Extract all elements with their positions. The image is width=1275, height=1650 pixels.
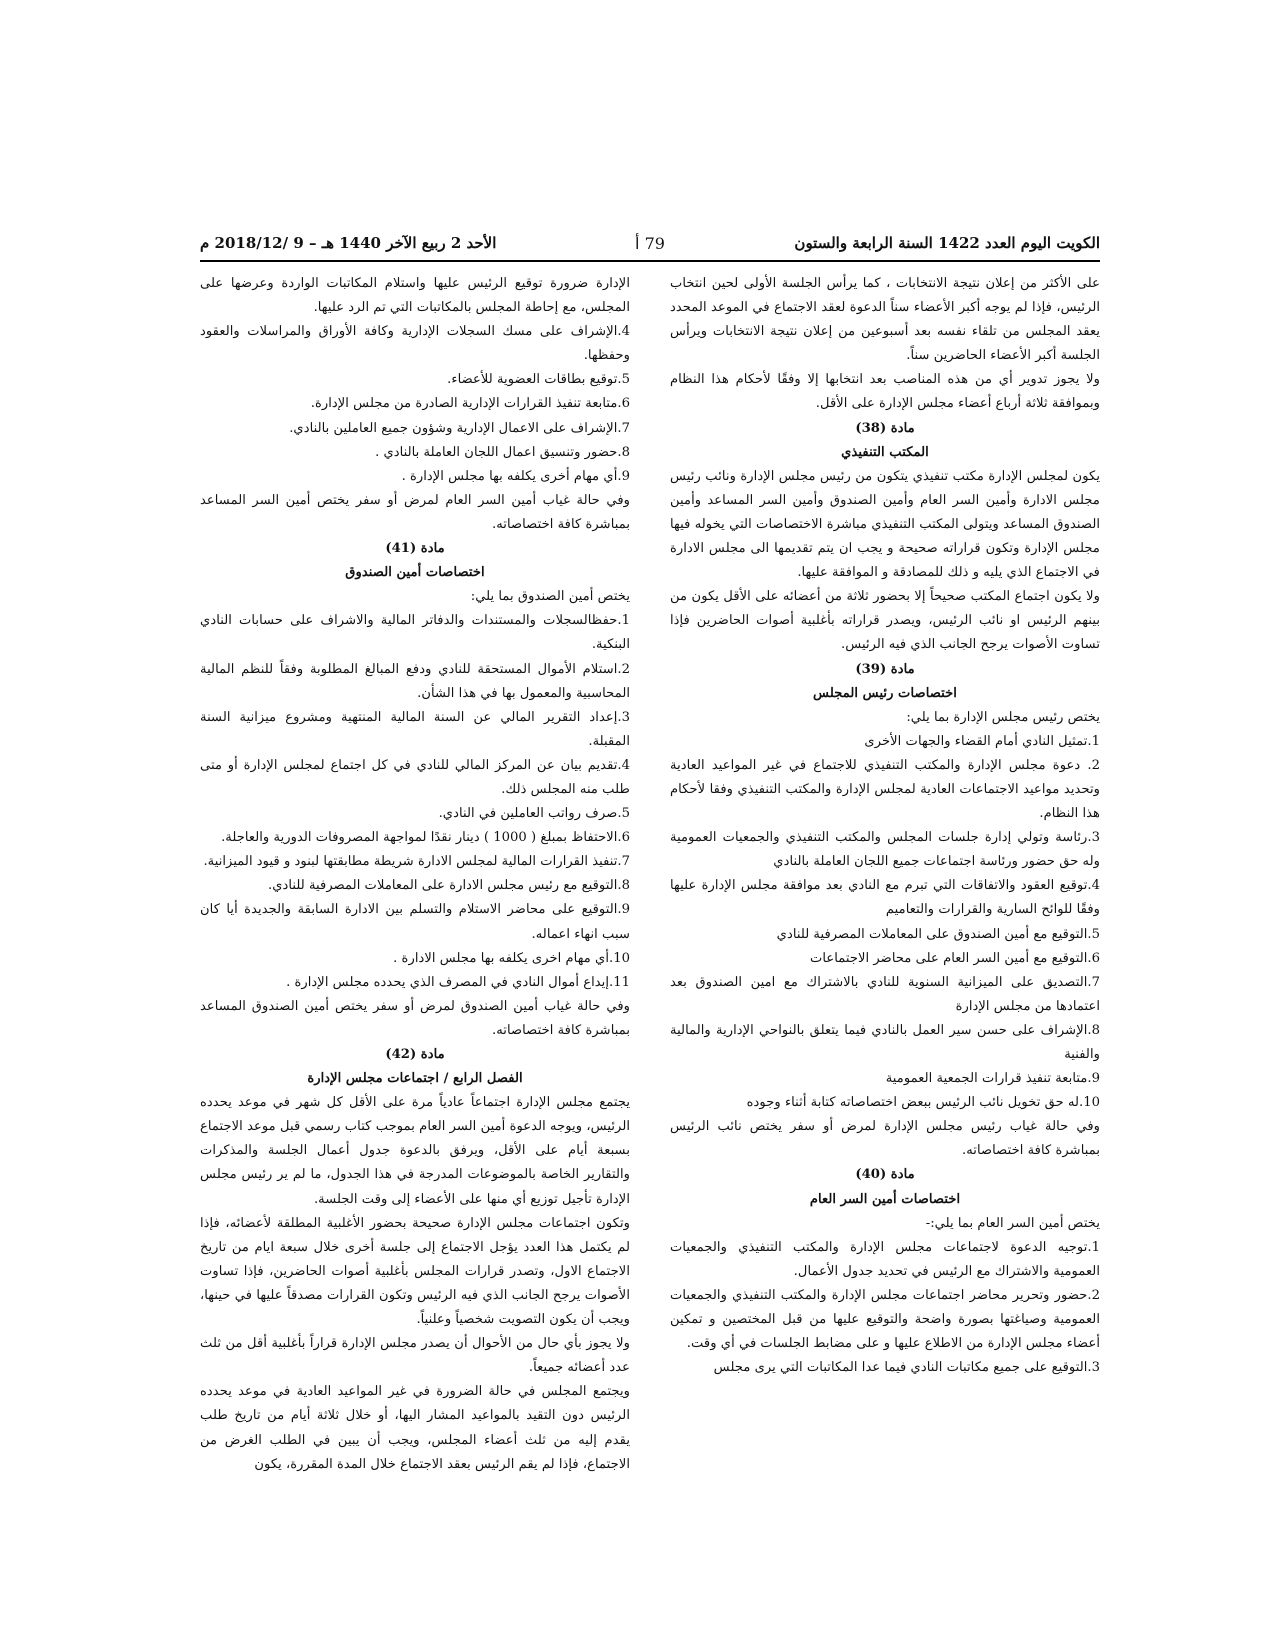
section-heading: المكتب التنفيذي [841, 444, 929, 460]
list-item: 2.استلام الأموال المستحقة للنادي ودفع المبالغ المطلوبة وفقاً للنظم المالية المحاسبية والمعمول بها في هذا الشأن. [200, 661, 630, 701]
paragraph: وتكون اجتماعات مجلس الإدارة صحيحة بحضور الأغلبية المطلقة لأعضائه، فإذا لم يكتمل هذا العدد يؤجل الاجتماع إلى جلسة أخرى خلال سبعة ايام من تاريخ الاجتماع الاول، وتصدر قرارات المجلس بأغلبية أصوات الحاضرين، فإذا تساوت الأصوات يرجح الجانب الذي فيه الرئيس وتكون القرارات مصدقاً عليها في حينها، ويجب أن يكون التصويت شخصياً وعلنياً. [200, 1215, 630, 1328]
paragraph: ويجتمع المجلس في حالة الضرورة في غير المواعيد العادية في موعد يحدده الرئيس دون التقيد بالمواعيد المشار اليها، أو خلال ثلاثة أيام من تاريخ طلب يقدم إليه من ثلث أعضاء المجلس، ويجب أن يبين في الطلب الغرض من الاجتماع، فإذا لم يقم الرئيس بعقد الاجتماع خلال المدة المقررة، يكون [200, 1384, 630, 1472]
paragraph: ولا يكون اجتماع المكتب صحيحاً إلا بحضور ثلاثة من أعضائه على الأقل يكون من بينهم الرئيس او نائب الرئيس، ويصدر قراراته بأغلبية أصوات الحاضرين فإذا تساوت الأصوات يرجح الجانب الذي فيه الرئيس. [670, 589, 1100, 653]
list-item: 10.أي مهام اخرى يكلفه بها مجلس الادارة . [393, 950, 630, 966]
paragraph: يختص أمين الصندوق بما يلي: [470, 589, 630, 605]
list-item: 1.حفظالسجلات والمستندات والدفاتر المالية والاشراف على حسابات النادي البنكية. [200, 613, 630, 653]
list-item: 8.الإشراف على حسن سير العمل بالنادي فيما يتعلق بالنواحي الإدارية والمالية والفنية [670, 1022, 1100, 1062]
right-column [670, 272, 1100, 1427]
section-heading: اختصاصات أمين السر العام [809, 1191, 961, 1207]
section-heading: مادة (40) [855, 1167, 915, 1183]
list-item: 7.التصديق على الميزانية السنوية للنادي بالاشتراك مع امين الصندوق بعد اعتمادها من مجلس الإدارة [670, 974, 1100, 1014]
header-page-number: 79 أ [635, 233, 665, 253]
paragraph: الإدارة ضرورة توقيع الرئيس عليها واستلام المكاتبات الواردة وعرضها على المجلس، مع إحاطة المجلس بالمكاتبات التي تم الرد عليها. [200, 276, 630, 316]
section-heading: اختصاصات رئيس المجلس [813, 685, 957, 701]
list-item: 3.رئاسة وتولي إدارة جلسات المجلس والمكتب التنفيذي والجمعيات العمومية وله حق حضور ورئاسة اجتماعات جميع اللجان العاملة بالنادي [670, 830, 1100, 870]
section-heading: مادة (38) [855, 420, 915, 436]
list-item: 5.التوقيع مع أمين الصندوق على المعاملات المصرفية للنادي [776, 926, 1100, 942]
paragraph: يجتمع مجلس الإدارة اجتماعاً عادياً مرة على الأقل كل شهر في موعد يحدده الرئيس، ويوجه الدعوة أمين السر العام بموجب كتاب رسمي قبل موعد الاجتماع بسبعة أيام على الأقل، ويرفق بالدعوة جدول أعمال الجلسة والمذكرات والتقارير الخاصة بالموضوعات المدرجة في هذا الجدول، ما لم ير رئيس مجلس الإدارة تأجيل توزيع أي منها على الأعضاء إلى وقت الجلسة. [200, 1095, 630, 1207]
paragraph: يختص رئيس مجلس الإدارة بما يلي: [906, 709, 1100, 725]
section-heading: الفصل الرابع / اجتماعات مجلس الإدارة [307, 1071, 523, 1087]
list-item: 6.التوقيع مع أمين السر العام على محاضر الاجتماعات [809, 950, 1100, 966]
left-column [200, 272, 630, 1472]
header-divider [200, 260, 1100, 262]
list-item: 8.حضور وتنسيق اعمال اللجان العاملة بالنادي . [375, 444, 630, 460]
list-item: 11.إيداع أموال النادي في المصرف الذي يحدده مجلس الإدارة . [286, 974, 630, 990]
paragraph: وفي حالة غياب أمين الصندوق لمرض أو سفر يختص أمين الصندوق المساعد بمباشرة كافة اختصاصاته. [200, 998, 630, 1038]
list-item: 9.التوقيع على محاضر الاستلام والتسلم بين الادارة السابقة والجديدة أيا كان سبب انهاء اعماله. [200, 902, 630, 942]
gazette-page [200, 228, 1100, 1472]
list-item: 8.التوقيع مع رئيس مجلس الادارة على المعاملات المصرفية للنادي. [268, 878, 630, 894]
list-item: 2.حضور وتحرير محاضر اجتماعات مجلس الإدارة والمكتب التنفيذي والجمعيات العمومية وصياغتها بصورة واضحة والتوقيع عليها من قبل المختصين و تمكين أعضاء مجلس الإدارة من الاطلاع عليها و على مضابط الجلسات في أي وقت. [670, 1287, 1100, 1352]
list-item: 7.تنفيذ القرارات المالية لمجلس الادارة شريطة مطابقتها لبنود و قيود الميزانية. [203, 854, 630, 870]
list-item: 3.التوقيع على جميع مكاتبات النادي فيما عدا المكاتبات التي يرى مجلس [713, 1360, 1100, 1376]
paragraph: على الأكثر من إعلان نتيجة الانتخابات ، كما يرأس الجلسة الأولى لحين انتخاب الرئيس، فإذا لم يوجه أكبر الأعضاء سناً الدعوة لعقد الاجتماع في الموعد المحدد يعقد المجلس من تلقاء نفسه بعد أسبوعين من إعلان نتيجة الانتخابات ويرأس الجلسة أكبر الأعضاء الحاضرين سناً. [670, 276, 1100, 364]
list-item: 5.توقيع بطاقات العضوية للأعضاء. [447, 372, 630, 388]
list-item: 6.متابعة تنفيذ القرارات الإدارية الصادرة من مجلس الإدارة. [310, 396, 630, 412]
list-item: 1.تمثيل النادي أمام القضاء والجهات الأخرى [864, 733, 1100, 749]
list-item: 3.إعداد التقرير المالي عن السنة المالية المنتهية ومشروع ميزانية السنة المقبلة. [200, 709, 630, 749]
page-header [200, 228, 1100, 258]
list-item: 10.له حق تخويل نائب الرئيس ببعض اختصاصاته كتابة أثناء وجوده [746, 1095, 1100, 1111]
list-item: 2. دعوة مجلس الإدارة والمكتب التنفيذي للاجتماع في غير المواعيد العادية وتحديد مواعيد الاجتماعات العادية لمجلس الإدارة والمكتب التنفيذي وفقا لأحكام هذا النظام. [670, 757, 1100, 822]
list-item: 4.الإشراف على مسك السجلات الإدارية وكافة الأوراق والمراسلات والعقود وحفظها. [200, 324, 630, 364]
section-heading: اختصاصات أمين الصندوق [345, 565, 485, 581]
list-item: 5.صرف رواتب العاملين في النادي. [438, 806, 630, 822]
list-item: 9.متابعة تنفيذ قرارات الجمعية العمومية [885, 1071, 1100, 1087]
paragraph: ولا يجوز تدوير أي من هذه المناصب بعد انتخابها إلا وفقًا لأحكام هذا النظام وبموافقة ثلاثة أرباع أعضاء مجلس الإدارة على الأقل. [670, 372, 1100, 412]
header-issue: الكويت اليوم العدد 1422 السنة الرابعة والستون [794, 234, 1100, 252]
list-item: 1.توجيه الدعوة لاجتماعات مجلس الإدارة والمكتب التنفيذي والجمعيات العمومية والاشتراك مع الرئيس في تحديد جدول الأعمال. [670, 1239, 1100, 1279]
list-item: 6.الاحتفاظ بمبلغ ( 1000 ) دينار نقدًا لمواجهة المصروفات الدورية والعاجلة. [221, 830, 630, 846]
list-item: 4.توقيع العقود والاتفاقات التي تبرم مع النادي بعد موافقة مجلس الإدارة عليها وفقًا للوائح السارية والقرارات والتعاميم [670, 878, 1100, 918]
paragraph: ولا يجوز بأي حال من الأحوال أن يصدر مجلس الإدارة قراراً بأغلبية أقل من ثلث عدد أعضائه جميعاً. [200, 1336, 630, 1376]
list-item: 4.تقديم بيان عن المركز المالي للنادي في كل اجتماع لمجلس الإدارة أو متى طلب منه المجلس ذلك. [200, 757, 630, 797]
paragraph: يكون لمجلس الإدارة مكتب تنفيذي يتكون من رئيس مجلس الإدارة ونائب رئيس مجلس الادارة وأمين السر العام وأمين الصندوق وأمين السر المساعد وأمين الصندوق المساعد ويتولى المكتب التنفيذي مباشرة الاختصاصات التي يخوله فيها مجلس الإدارة وتكون قراراته صحيحة و يجب ان يتم تقديمها الى مجلس الادارة في الاجتماع الذي يليه و ذلك للمصادقة و الموافقة عليها. [670, 468, 1100, 581]
section-heading: مادة (42) [385, 1047, 445, 1062]
paragraph: يختص أمين السر العام بما يلي:- [925, 1215, 1100, 1231]
list-item: 7.الإشراف على الاعمال الإدارية وشؤون جميع العاملين بالنادي. [289, 420, 630, 436]
paragraph: وفي حالة غياب رئيس مجلس الإدارة لمرض أو سفر يختص نائب الرئيس بمباشرة كافة اختصاصاته. [670, 1119, 1100, 1159]
header-date: الأحد 2 ربيع الآخر 1440 هـ – 9 /2018/12 م [200, 234, 497, 252]
list-item: 9.أي مهام أخرى يكلفه بها مجلس الإدارة . [401, 468, 630, 484]
section-heading: مادة (41) [385, 541, 445, 557]
section-heading: مادة (39) [855, 661, 915, 677]
paragraph: وفي حالة غياب أمين السر العام لمرض أو سفر يختص أمين السر المساعد بمباشرة كافة اختصاصاته. [200, 492, 630, 532]
